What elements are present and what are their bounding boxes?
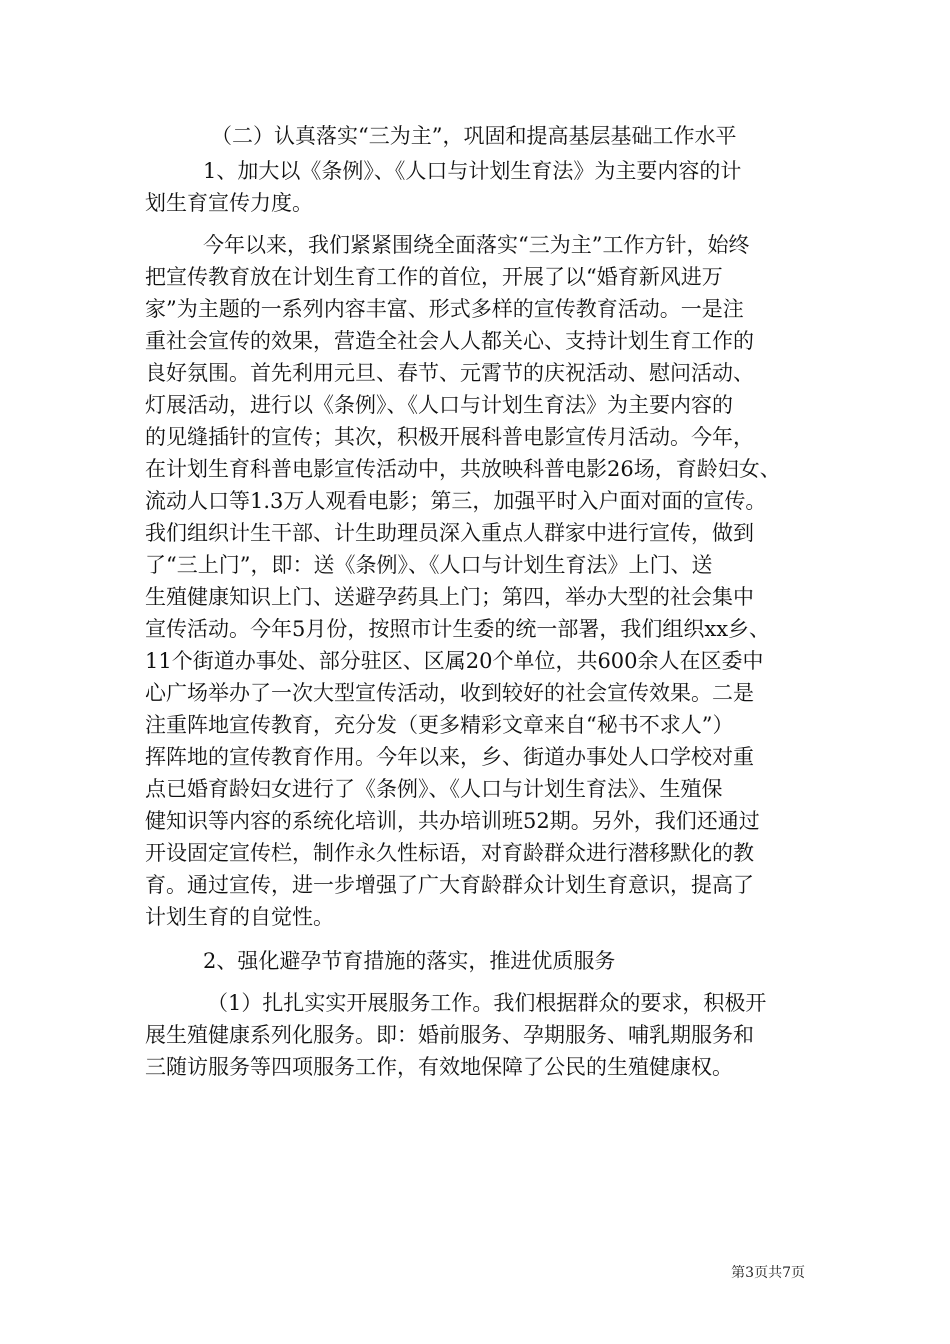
paragraph-line: 今年以来，我们紧紧围绕全面落实“三为主”工作方针，始终 — [203, 233, 750, 257]
paragraph-line: 我们组织计生干部、计生助理员深入重点人群家中进行宣传，做到 — [145, 521, 754, 545]
paragraph-line: 家”为主题的一系列内容丰富、形式多样的宣传教育活动。一是注 — [145, 297, 744, 321]
paragraph-line: 把宣传教育放在计划生育工作的首位，开展了以“婚育新风进万 — [145, 265, 723, 289]
paragraph-line: （1）扎扎实实开展服务工作。我们根据群众的要求，积极开 — [207, 991, 767, 1015]
paragraph-line: 心广场举办了一次大型宣传活动，收到较好的社会宣传效果。二是 — [145, 681, 754, 705]
paragraph-1 — [145, 229, 810, 933]
page-indicator: 第3页共7页 — [731, 1265, 805, 1281]
paragraph-line: 注重阵地宣传教育，充分发（更多精彩文章来自“秘书不求人”） — [145, 713, 734, 737]
paragraph-line: 灯展活动，进行以《条例》、《人口与计划生育法》为主要内容的 — [145, 393, 733, 417]
paragraph-line: 三随访服务等四项服务工作，有效地保障了公民的生殖健康权。 — [145, 1055, 733, 1079]
paragraph-line: 宣传活动。今年5月份，按照市计生委的统一部署，我们组织xx乡、 — [145, 617, 771, 641]
paragraph-line: 在计划生育科普电影宣传活动中，共放映科普电影26场，育龄妇女、 — [145, 457, 781, 481]
paragraph-line: 重社会宣传的效果，营造全社会人人都关心、支持计划生育工作的 — [145, 329, 754, 353]
item-1-title — [145, 155, 810, 219]
paragraph-line: 良好氛围。首先利用元旦、春节、元霄节的庆祝活动、慰问活动、 — [145, 361, 754, 385]
paragraph-line: 流动人口等1.3万人观看电影；第三，加强平时入户面对面的宣传。 — [145, 489, 767, 513]
paragraph-line: 育。通过宣传，进一步增强了广大育龄群众计划生育意识，提高了 — [145, 873, 754, 897]
item-1-title-line: 划生育宣传力度。 — [145, 191, 313, 215]
paragraph-line: 展生殖健康系列化服务。即：婚前服务、孕期服务、哺乳期服务和 — [145, 1023, 754, 1047]
paragraph-line: 点已婚育龄妇女进行了《条例》、《人口与计划生育法》、生殖保 — [145, 777, 723, 801]
paragraph-line: 生殖健康知识上门、送避孕药具上门；第四，举办大型的社会集中 — [145, 585, 754, 609]
item-1-title-line: 1、加大以《条例》、《人口与计划生育法》为主要内容的计 — [203, 159, 742, 183]
paragraph-line: 计划生育的自觉性。 — [145, 905, 334, 929]
item-2-title: 2、强化避孕节育措施的落实，推进优质服务 — [203, 949, 616, 973]
section-heading: （二）认真落实“三为主”，巩固和提高基层基础工作水平 — [211, 124, 737, 148]
paragraph-line: 开设固定宣传栏，制作永久性标语，对育龄群众进行潜移默化的教 — [145, 841, 754, 865]
paragraph-line: 了“三上门”，即：送《条例》、《人口与计划生育法》上门、送 — [145, 553, 713, 577]
paragraph-line: 的见缝插针的宣传；其次，积极开展科普电影宣传月活动。今年， — [145, 425, 754, 449]
paragraph-2 — [145, 987, 810, 1083]
paragraph-line: 健知识等内容的系统化培训，共办培训班52期。另外，我们还通过 — [145, 809, 760, 833]
document-body — [145, 120, 810, 1083]
paragraph-line: 挥阵地的宣传教育作用。今年以来，乡、街道办事处人口学校对重 — [145, 745, 754, 769]
paragraph-line: 11个街道办事处、部分驻区、区属20个单位，共600余人在区委中 — [145, 649, 764, 673]
